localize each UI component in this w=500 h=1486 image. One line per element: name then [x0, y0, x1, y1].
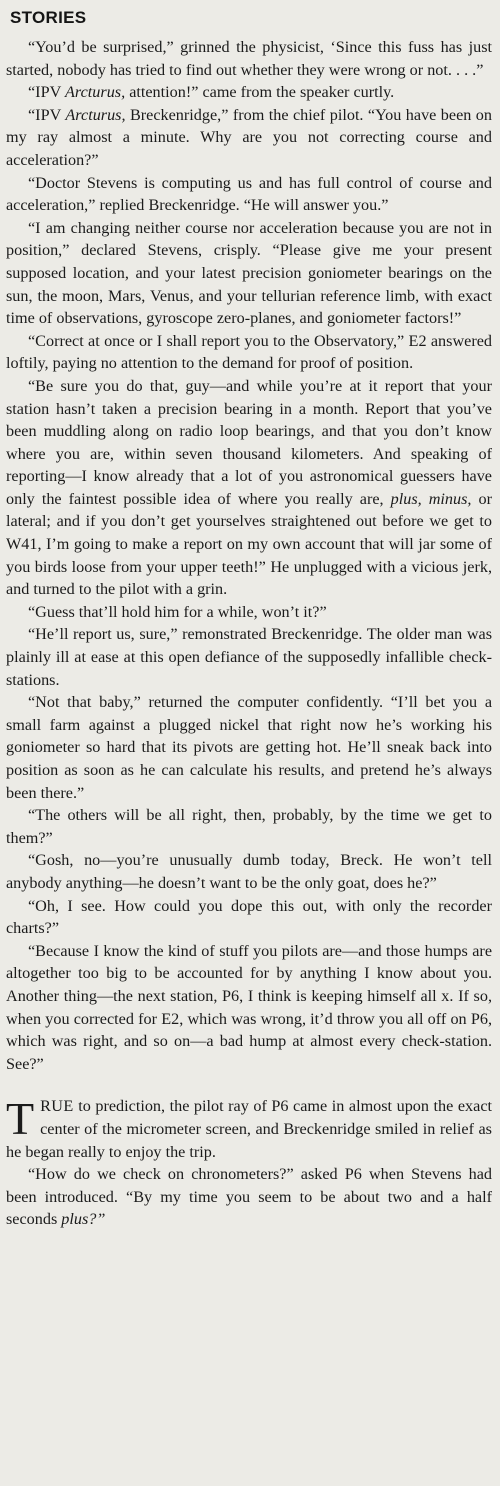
story-paragraph: [6, 849, 492, 894]
text-run: to prediction, the pilot ray of P6 came in almost upon the exact center of the micrometer screen, and Breckenridge smiled in relief as he began really to enjoy the trip.: [6, 1097, 492, 1161]
text-run: “Correct at once or I shall report you to the Observatory,” E2 answered loftily, paying no attention to the demand for proof of position.: [6, 331, 492, 373]
drop-cap-lead: RUE: [40, 1097, 74, 1116]
text-run: plus, minus,: [390, 489, 472, 508]
section-break: [6, 1075, 492, 1095]
text-run: “Oh, I see. How could you dope this out, with only the recorder charts?”: [6, 896, 492, 938]
story-paragraph: [6, 895, 492, 940]
story-paragraph: [6, 81, 492, 104]
story-paragraph: [6, 375, 492, 601]
text-run: Arcturus,: [65, 105, 126, 124]
text-run: “Guess that’ll hold him for a while, won’t it?”: [28, 602, 327, 621]
drop-cap: T: [6, 1093, 35, 1145]
story-column-part2: [6, 1095, 492, 1231]
story-paragraph: [6, 623, 492, 691]
text-run: attention!” came from the speaker curtly.: [125, 83, 395, 102]
text-run: “He’ll report us, sure,” remonstrated Breckenridge. The older man was plainly ill at ease at this open defiance of the supposedly infallible check-stations.: [6, 625, 492, 689]
text-run: Arcturus,: [65, 83, 126, 102]
text-run: “IPV: [28, 105, 66, 124]
text-run: “Gosh, no—you’re unusually dumb today, Breck. He won’t tell anybody anything—he doesn’t want to be the only goat, does he?”: [6, 851, 492, 892]
text-run: “You’d be surprised,” grinned the physicist, ‘Since this fuss has just started, nobody has tried to find out whether they were wrong or not. . . .”: [6, 38, 492, 79]
story-paragraph: [6, 804, 492, 849]
story-paragraph: [6, 691, 492, 804]
text-run: or lateral; and if you don’t get yourselves straightened out before we get to W41, I’m going to make a report on my own account that will jar some of you birds loose from your upper teeth!” He unplugged with a vicious jerk, and turned to the pilot with a grin.: [6, 489, 492, 599]
story-paragraph: [6, 172, 492, 217]
page: [6, 8, 492, 1480]
text-run: plus?”: [61, 1210, 106, 1229]
story-column-part1: [6, 36, 492, 1075]
story-paragraph: [6, 217, 492, 330]
text-run: “Not that baby,” returned the computer confidently. “I’ll bet you a small farm against a plugged nickel that right now he’s working his goniometer so hard that its pivots are getting hot. He’ll sneak back into position as soon as he can calculate his results, and pretend he’s always been there.”: [6, 693, 492, 802]
text-run: “Because I know the kind of stuff you pilots are—and those humps are altogether too big to be accounted for by anything I know about you. Another thing—the next station, P6, I think is keeping himself all x. If so, when you corrected for E2, which was wrong, it’d throw you all off on P6, which was right, and so on—a bad hump at almost every check-station. See?”: [6, 941, 492, 1073]
story-paragraph: [6, 36, 492, 81]
text-run: Breckenridge,” from the chief pilot. “You have been on my ray almost a minute. Why are you not correcting course and acceleration?”: [6, 105, 492, 169]
text-run: “Doctor Stevens is computing us and has full control of course and acceleration,” replied Breckenridge. “He will answer you.”: [6, 173, 492, 215]
text-run: “IPV: [28, 83, 66, 102]
text-run: “Be sure you do that, guy—and while you’re at it report that your station hasn’t taken a precision bearing in a month. Report that you’ve been muddling along on radio loop bearings, and that you don’t know where you are, within seven thousand kilometers. And speaking of reporting—I know already that a lot of you astronomical guessers have only the faintest possible idea of where you really are,: [6, 376, 492, 508]
story-paragraph: [6, 940, 492, 1076]
text-run: “How do we check on chronometers?” asked P6 when Stevens had been introduced. “By my time you seem to be about two and a half seconds: [6, 1165, 492, 1229]
story-paragraph: [6, 1095, 492, 1163]
story-paragraph: [6, 1163, 492, 1231]
text-run: “The others will be all right, then, probably, by the time we get to them?”: [6, 806, 492, 847]
story-paragraph: [6, 601, 492, 624]
story-paragraph: [6, 330, 492, 375]
text-run: “I am changing neither course nor acceleration because you are not in position,” declared Stevens, crisply. “Please give me your present supposed location, and your latest precision goniometer bearings on the sun, the moon, Mars, Venus, and your tellurian reference limb, with exact time of observations, gyroscope zero-planes, and goniometer factors!”: [6, 218, 492, 328]
section-header: STORIES: [10, 8, 87, 27]
story-paragraph: [6, 104, 492, 172]
